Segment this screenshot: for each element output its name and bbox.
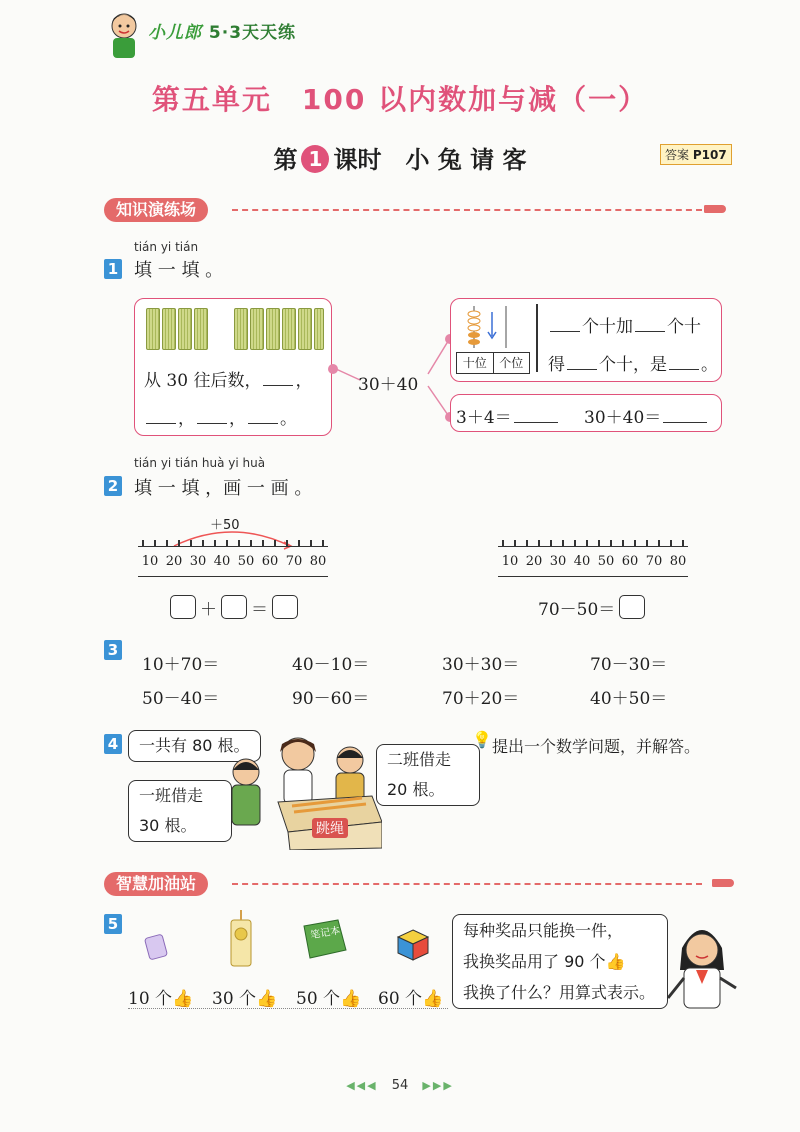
rubiks-cube-icon <box>396 928 430 962</box>
answer-box[interactable] <box>272 595 298 619</box>
price-cube <box>378 984 443 1009</box>
speech-bubble-total: 一共有 80 根。 <box>128 730 261 762</box>
speech-bubble-class2 <box>376 744 480 806</box>
tick-label: 70 <box>645 554 663 569</box>
tick-mark <box>190 540 192 546</box>
lesson-name: 课时 小 兔 请 客 <box>333 146 527 174</box>
notebook-label: 笔记本 <box>309 925 342 942</box>
q3-item: 40＋50＝ <box>590 689 668 709</box>
tick-mark <box>622 540 624 546</box>
bundle-icon <box>250 308 264 350</box>
abacus-divider <box>536 304 538 372</box>
number-line-right[interactable] <box>494 512 694 582</box>
tick-label: 20 <box>525 554 543 569</box>
bundle-icon <box>266 308 280 350</box>
stick-bundles <box>146 308 326 352</box>
q1-number: 1 <box>104 259 122 279</box>
price-bookmark <box>212 984 277 1009</box>
bundle-icon <box>234 308 248 350</box>
eraser-icon <box>144 932 170 962</box>
brand-series: 5·3天天练 <box>208 23 297 43</box>
page-footer <box>0 1078 800 1093</box>
tick-label: 30 <box>189 554 207 569</box>
bundle-icon <box>178 308 192 350</box>
q1-sep-c: 。 <box>280 409 297 429</box>
q1-tens-text-a: 个十加 <box>582 317 633 337</box>
q2-left-equation <box>170 594 298 620</box>
tick-mark <box>214 540 216 546</box>
lightbulb-icon: 💡 <box>472 730 492 749</box>
tick-mark <box>502 540 504 546</box>
price-cube-text: 60 个 <box>378 989 423 1009</box>
bundle-icon <box>298 308 312 350</box>
tick-label: 60 <box>621 554 639 569</box>
answer-page: P107 <box>692 148 727 162</box>
price-eraser-text: 10 个 <box>128 989 173 1009</box>
answer-blank[interactable] <box>550 331 580 332</box>
mascot-boy-icon <box>104 10 144 60</box>
tick-mark <box>586 540 588 546</box>
rope-box-label: 跳绳 <box>312 818 348 838</box>
tick-mark <box>634 540 636 546</box>
q5-number: 5 <box>104 914 122 934</box>
equals-sign: ＝ <box>251 599 268 620</box>
girl-speech-line2-text: 我换奖品用了 90 个 <box>463 952 606 971</box>
section-practice: 知识演练场 <box>104 198 208 222</box>
tick-mark <box>274 540 276 546</box>
pencil-icon <box>704 205 726 213</box>
girl-speech-line3: 我换了什么？用算式表示。 <box>463 983 656 1002</box>
tick-label: 40 <box>573 554 591 569</box>
q1-count-line2 <box>144 404 297 429</box>
tick-mark <box>550 540 552 546</box>
price-notebook <box>296 984 361 1009</box>
tick-label: 20 <box>165 554 183 569</box>
tick-mark <box>298 540 300 546</box>
pencil-icon <box>712 879 734 887</box>
q2-right-eq-text: 70－50＝ <box>538 599 616 620</box>
tick-label: 70 <box>285 554 303 569</box>
girl-speech-line2 <box>463 946 657 977</box>
left-arrows-icon: ◀◀◀ <box>346 1079 378 1092</box>
tick-label: 30 <box>549 554 567 569</box>
speech-bubble-class1 <box>128 780 232 842</box>
page-number: 54 <box>391 1078 409 1093</box>
arc-label: ＋50 <box>210 518 240 533</box>
q1-eq1-text: 3＋4＝ <box>456 408 512 428</box>
bookmark-icon <box>226 910 256 970</box>
q2-right-equation <box>538 594 645 620</box>
answer-blank[interactable] <box>567 369 597 370</box>
q1-tens-text-d: 个十，是 <box>599 355 667 375</box>
answer-blank[interactable] <box>263 385 293 386</box>
q3-item: 40－10＝ <box>292 655 370 675</box>
q1-title: 填 一 填 。 <box>134 260 224 281</box>
brand-title <box>148 18 296 43</box>
tick-mark <box>250 540 252 546</box>
q4-number: 4 <box>104 734 122 754</box>
q1-tens-text-b: 个十 <box>667 317 701 337</box>
q3-number: 3 <box>104 640 122 660</box>
bubble-class2-line2: 20 根。 <box>387 780 445 799</box>
thumbs-up-icon: 👍 <box>172 989 194 1009</box>
q3-item: 70－30＝ <box>590 655 668 675</box>
lesson-prefix: 第 <box>273 146 298 174</box>
answer-blank[interactable] <box>197 423 227 424</box>
tick-label: 50 <box>597 554 615 569</box>
price-eraser <box>128 984 193 1009</box>
bundle-icon <box>314 308 324 350</box>
q2-number: 2 <box>104 476 122 496</box>
answer-blank[interactable] <box>514 422 558 423</box>
tick-label: 60 <box>261 554 279 569</box>
q1-count-text: 从 30 往后数， <box>144 371 262 391</box>
abacus-icon <box>456 304 528 348</box>
tick-mark <box>646 540 648 546</box>
q1-sep-a: ， <box>178 409 195 429</box>
abacus-tens-label: 十位 <box>457 353 494 373</box>
q1-tens-text-c: 得 <box>548 355 565 375</box>
brand-kid: 小儿郎 <box>148 23 202 43</box>
tick-mark <box>322 540 324 546</box>
tick-mark <box>538 540 540 546</box>
tick-mark <box>658 540 660 546</box>
bundle-icon <box>194 308 208 350</box>
lesson-number: 1 <box>301 145 329 173</box>
answer-blank[interactable] <box>635 331 665 332</box>
tick-label: 10 <box>501 554 519 569</box>
tick-mark <box>178 540 180 546</box>
girl-speech-line1: 每种奖品只能换一件， <box>463 921 624 940</box>
q1-count-line1 <box>144 366 312 391</box>
children-with-ropes-illustration <box>222 732 382 850</box>
bubble-class1-line1: 一班借走 <box>139 786 204 805</box>
bundle-icon <box>162 308 176 350</box>
speech-bubble-girl <box>452 914 668 1009</box>
q2-pinyin: tián yi tián huà yi huà <box>134 456 266 470</box>
thumbs-up-icon: 👍 <box>256 989 278 1009</box>
tick-mark <box>574 540 576 546</box>
q1-eq1 <box>456 403 560 428</box>
q1-eq2 <box>584 403 709 428</box>
section-divider <box>232 209 702 211</box>
tick-label: 80 <box>309 554 327 569</box>
answer-box[interactable] <box>619 595 645 619</box>
q1-sep-b: ， <box>229 409 246 429</box>
abacus-labels <box>456 352 530 374</box>
girl-illustration <box>662 918 742 1014</box>
q3-item: 30＋30＝ <box>442 655 520 675</box>
answer-blank[interactable] <box>248 423 278 424</box>
q3-item: 70＋20＝ <box>442 689 520 709</box>
tick-mark <box>310 540 312 546</box>
tick-mark <box>286 540 288 546</box>
tick-mark <box>154 540 156 546</box>
number-line-left <box>134 512 334 582</box>
price-bookmark-text: 30 个 <box>212 989 257 1009</box>
q1-tens-line2 <box>548 350 718 375</box>
unit-title: 第五单元 100 以内数加与减（一） <box>151 83 649 116</box>
answer-blank[interactable] <box>146 423 176 424</box>
q2-title: 填 一 填 ，画 一 画 。 <box>134 478 313 499</box>
tick-mark <box>514 540 516 546</box>
section-divider <box>232 883 702 885</box>
abacus-ones-label: 个位 <box>499 356 524 370</box>
bundle-icon <box>282 308 296 350</box>
q3-item: 90－60＝ <box>292 689 370 709</box>
tick-mark <box>526 540 528 546</box>
q5-dotted-line <box>128 1008 448 1009</box>
q1-tens-text-e: 。 <box>701 355 718 375</box>
q1-center-expression: 30＋40 <box>358 375 419 395</box>
answer-box[interactable] <box>221 595 247 619</box>
tick-mark <box>670 540 672 546</box>
q4-hint: 提出一个数学问题，并解答。 <box>492 737 701 756</box>
bundle-icon <box>146 308 160 350</box>
bubble-class1-line2: 30 根。 <box>139 816 197 835</box>
tick-label: 80 <box>669 554 687 569</box>
tick-label: 50 <box>237 554 255 569</box>
tick-mark <box>238 540 240 546</box>
right-arrows-icon: ▶▶▶ <box>422 1079 454 1092</box>
q1-count-sep: ， <box>295 371 313 391</box>
answer-box[interactable] <box>170 595 196 619</box>
answer-blank[interactable] <box>663 422 707 423</box>
tick-mark <box>598 540 600 546</box>
tick-mark <box>142 540 144 546</box>
tick-mark <box>610 540 612 546</box>
tick-mark <box>166 540 168 546</box>
price-notebook-text: 50 个 <box>296 989 341 1009</box>
plus-sign: ＋ <box>200 599 217 620</box>
tick-label: 10 <box>141 554 159 569</box>
tick-mark <box>682 540 684 546</box>
thumbs-up-icon: 👍 <box>605 952 626 971</box>
answer-reference <box>660 144 732 165</box>
answer-blank[interactable] <box>669 369 699 370</box>
thumbs-up-icon: 👍 <box>422 989 444 1009</box>
tick-mark <box>226 540 228 546</box>
tick-mark <box>562 540 564 546</box>
q3-item: 50－40＝ <box>142 689 220 709</box>
thumbs-up-icon: 👍 <box>340 989 362 1009</box>
tick-label: 40 <box>213 554 231 569</box>
q1-eq2-text: 30＋40＝ <box>584 408 662 428</box>
section-wisdom: 智慧加油站 <box>104 872 208 896</box>
tick-mark <box>262 540 264 546</box>
bubble-class2-line1: 二班借走 <box>387 750 452 769</box>
q1-pinyin: tián yi tián <box>134 240 199 254</box>
tick-mark <box>202 540 204 546</box>
answer-label: 答案 <box>665 148 690 162</box>
q3-item: 10＋70＝ <box>142 655 220 675</box>
q1-tens-line1 <box>548 312 701 337</box>
